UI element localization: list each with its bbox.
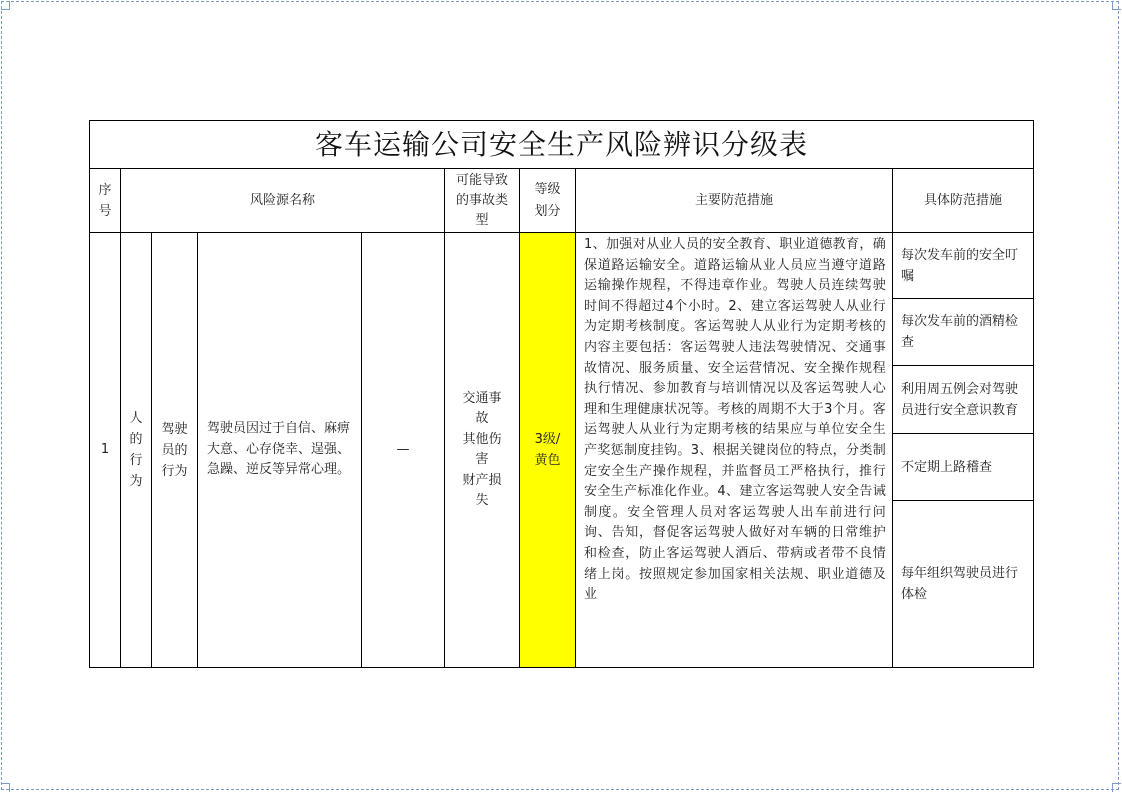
crop-mark-top-right xyxy=(1112,1,1121,10)
row-accident-types xyxy=(445,233,520,667)
specific-measure-4: 不定期上路稽查 xyxy=(893,434,1033,501)
specific-measure-5: 每年组织驾驶员进行体检 xyxy=(901,566,1019,602)
row-category xyxy=(121,233,152,667)
row-dash: — xyxy=(362,233,445,667)
accident-type-item: 其他伤害 xyxy=(462,431,502,467)
risk-table xyxy=(89,120,1034,668)
row-grade xyxy=(520,233,576,667)
specific-measure-3: 利用周五例会对驾驶员进行安全意识教育 xyxy=(893,366,1033,434)
header-seq xyxy=(90,169,121,233)
specific-measure-1: 每次发车前的安全叮嘱 xyxy=(893,233,1033,299)
table-title: 客车运输公司安全生产风险辨识分级表 xyxy=(90,121,1033,169)
grade-level: 3级/ xyxy=(534,432,561,447)
row-description xyxy=(198,233,362,667)
specific-measure-2: 每次发车前的酒精检查 xyxy=(893,299,1033,366)
accident-type-item: 交通事故 xyxy=(462,390,502,426)
row-seq: 1 xyxy=(90,233,121,667)
header-specific-measures-label: 具体防范措施 xyxy=(923,192,1002,208)
row-description-label: 驾驶员因过于自信、麻痹大意、心存侥幸、逞强、急躁、逆反等异常心理。 xyxy=(207,421,351,478)
row-main-measures: 1、加强对从业人员的安全教育、职业道德教育，确保道路运输安全。道路运输从业人员应当遵守道路运输操作规程，不得违章作业。驾驶人员连续驾驶时间不得超过4个小时。2、建立客运驾驶人从业行为定期考核制度。客运驾驶人从业行为定期考核的内容主要包括：客运驾驶人违法驾驶情况、交通事故情况、服务质量、安全运营情况、安全操作规程执行情况、参加教育与培训情况以及客运驾驶人心理和生理健康状况等。考核的周期不大于3个月。客运驾驶人从业行为定期考核的结果应与单位安全生产奖惩制度挂钩。3、根据关键岗位的特点，分类制定安全生产操作规程，并监督员工严格执行，推行安全生产标准化作业。4、建立客运驾驶人安全告诫制度。安全管理人员对客运驾驶人出车前进行问询、告知，督促客运驾驶人做好对车辆的日常维护和检查，防止客运驾驶人酒后、带病或者带不良情绪上岗。按照规定参加国家相关法规、职业道德及业 xyxy=(576,233,893,667)
row-subcategory-label: 驾驶员的行为 xyxy=(161,421,188,479)
crop-mark-top-left xyxy=(1,1,10,10)
header-seq-label: 序号 xyxy=(98,182,112,219)
accident-types-list xyxy=(461,389,503,512)
row-subcategory xyxy=(152,233,198,667)
header-grade xyxy=(520,169,576,233)
grade-badge xyxy=(534,429,560,471)
crop-mark-bottom-left xyxy=(1,783,10,792)
header-risk-source xyxy=(121,169,445,233)
header-accident-type xyxy=(445,169,520,233)
row-category-label: 人的行为 xyxy=(129,411,143,489)
header-risk-source-label: 风险源名称 xyxy=(249,192,315,208)
header-specific-measures xyxy=(893,169,1033,233)
accident-type-item: 财产损失 xyxy=(462,472,502,508)
header-grade-label: 等级划分 xyxy=(534,181,561,219)
header-main-measures-label: 主要防范措施 xyxy=(694,192,773,208)
header-main-measures xyxy=(576,169,893,233)
header-accident-type-label: 可能导致的事故类型 xyxy=(455,172,508,228)
crop-mark-bottom-right xyxy=(1112,783,1121,792)
grade-color: 黄色 xyxy=(534,453,561,468)
